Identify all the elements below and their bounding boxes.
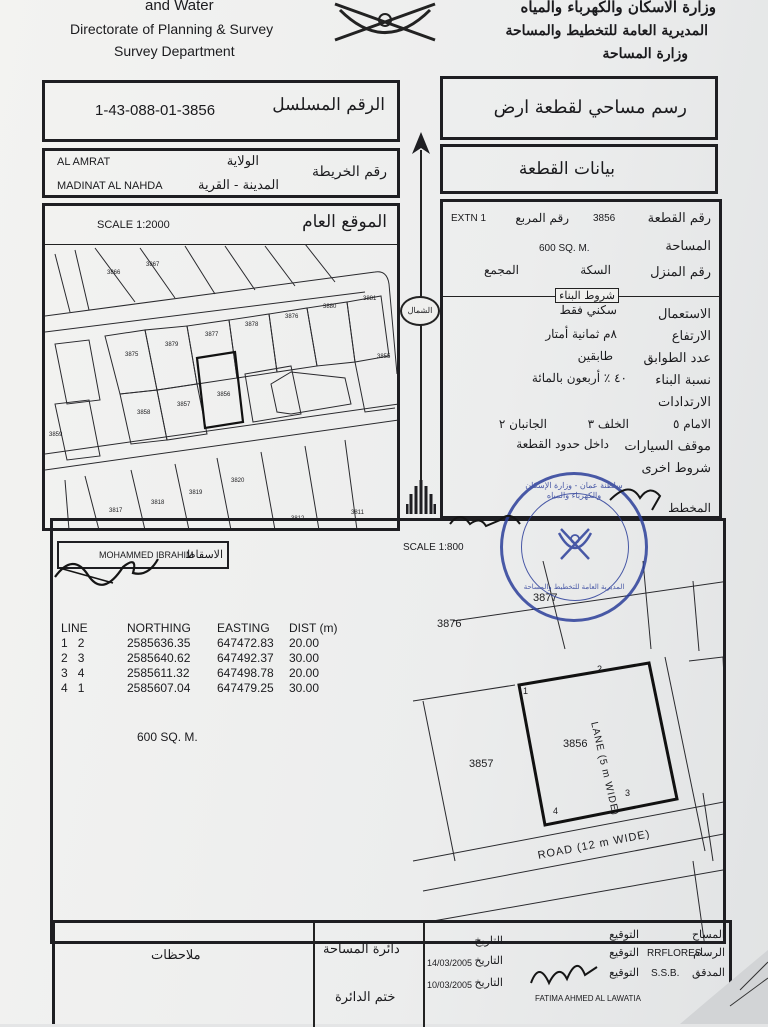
- org-line1: and Water: [145, 0, 214, 14]
- height-value: ٨م ثمانية أمتار: [545, 327, 617, 341]
- signature-projection: [53, 547, 163, 587]
- checker-label: المدقق: [692, 966, 725, 979]
- height-label: الارتفاع: [671, 329, 711, 344]
- general-location-map: [42, 203, 400, 531]
- ov-3855: 3855: [377, 354, 391, 360]
- ov-3879: 3876: [285, 314, 299, 320]
- map-no-label: رقم الخريطة: [311, 164, 387, 180]
- setbacks-label: الارتدادات: [658, 395, 711, 410]
- coords-line: [61, 636, 127, 651]
- coords-row: [61, 636, 343, 651]
- surveyor-label: المساح: [691, 928, 725, 941]
- coords-row: [61, 666, 343, 681]
- other-label: شروط اخرى: [641, 461, 711, 476]
- sikka-label: السكة: [580, 263, 611, 277]
- coords-header-row: [61, 621, 343, 636]
- org-line3: Survey Department: [114, 43, 235, 59]
- ov-3881: 3881: [363, 296, 377, 302]
- to: 4: [77, 666, 85, 680]
- label-3877: 3877: [533, 592, 558, 604]
- corner-2: 2: [597, 664, 603, 674]
- location-box: [42, 148, 400, 198]
- lane-label: LANE (5 m WIDE): [588, 720, 621, 817]
- stamp-text: سلطنة عمان - وزارة الإسكان والكهرباء والمياه: [525, 481, 623, 500]
- draftsman-name: RRFLORES: [647, 948, 702, 959]
- ov-3867: 3867: [146, 262, 160, 268]
- ov-3866: 3866: [107, 270, 121, 276]
- date-label-3: التاريخ: [474, 976, 503, 989]
- northing: 2585607.04: [127, 681, 191, 695]
- draftsman-label: الرسام: [693, 946, 725, 959]
- ov-3858: 3858: [137, 410, 151, 416]
- ov-3817: 3817: [109, 508, 123, 514]
- col-line: LINE: [61, 621, 88, 635]
- easting: 647472.83: [217, 636, 274, 650]
- ov-3818: 3818: [151, 500, 165, 506]
- wilaya-label: الولاية: [226, 154, 259, 169]
- plot-no-label: رقم القطعة: [647, 211, 711, 226]
- map-title: الموقع العام: [302, 212, 387, 232]
- northing: 2585640.62: [127, 651, 191, 665]
- col-northing: NORTHING: [127, 621, 191, 635]
- signature-label-1: التوقيع: [609, 928, 639, 941]
- serial-box: [42, 80, 400, 142]
- ar-line3: وزارة المساحة: [602, 46, 688, 62]
- label-3856: 3856: [563, 738, 588, 750]
- setback-back: الخلف ٣: [587, 417, 629, 431]
- extn: EXTN 1: [451, 213, 487, 224]
- area-value: 600 SQ. M.: [539, 243, 590, 254]
- ov-3880: 3880: [323, 304, 337, 310]
- title-box: [440, 76, 718, 140]
- parking-label: موقف السيارات: [624, 439, 711, 454]
- north-symbol: [400, 296, 440, 326]
- signature-planner: [440, 480, 670, 540]
- checker-name: S.S.B.: [651, 968, 680, 979]
- northing: 2585611.32: [127, 666, 190, 680]
- overview-plot-3856: [197, 352, 243, 428]
- ov-3875: 3875: [125, 352, 139, 358]
- plot-details-box: [440, 199, 722, 519]
- col-dist: DIST (m): [289, 621, 338, 635]
- date-value-2: 10/03/2005: [427, 980, 473, 990]
- complex-label: المجمع: [484, 263, 519, 277]
- north-line: [420, 150, 422, 510]
- ov-3811: 3811: [351, 510, 364, 516]
- org-line2: Directorate of Planning & Survey: [70, 21, 274, 37]
- parking-value: داخل حدود القطعة: [516, 437, 609, 451]
- map-scale: SCALE 1:2000: [97, 219, 170, 231]
- dist: 30.00: [289, 681, 320, 695]
- setback-sides: الجانبان ٢: [498, 417, 547, 431]
- signature-label-2: التوقيع: [609, 946, 639, 959]
- page-corner: [680, 950, 768, 1024]
- easting: 647479.25: [217, 681, 274, 695]
- footer: [52, 920, 732, 1024]
- projection-label: الاسقاط: [185, 548, 223, 561]
- date-value-1: 14/03/2005: [427, 958, 473, 968]
- plot-no: 3856: [593, 213, 616, 224]
- easting: 647498.78: [217, 666, 274, 680]
- date-label-1: التاريخ: [474, 934, 503, 947]
- dist: 20.00: [289, 666, 320, 680]
- floors-value: طابقين: [577, 349, 613, 363]
- coords-row: [61, 651, 343, 666]
- signature-checker: [525, 953, 605, 997]
- corner-1: 1: [523, 686, 529, 696]
- overview-plan: [45, 244, 399, 530]
- date-label-2: التاريخ: [474, 954, 503, 967]
- dist: 20.00: [289, 636, 320, 650]
- coords-line: [61, 681, 127, 696]
- circle-stamp-label: ختم الدائرة: [335, 990, 396, 1005]
- notes-label: ملاحظات: [151, 948, 201, 963]
- signature-label-3: التوقيع: [609, 966, 639, 979]
- north-arrow-icon: [411, 132, 431, 154]
- usage-value: سكني فقط: [559, 303, 617, 317]
- from: 2: [61, 651, 68, 665]
- ratio-label: نسبة البناء: [655, 373, 711, 388]
- setback-front: الامام ٥: [673, 417, 711, 431]
- ar-line2: المديرية العامة للتخطيط والمساحة: [505, 23, 708, 39]
- city-label: المدينة - القرية: [198, 178, 279, 193]
- northing: 2585636.35: [127, 636, 191, 650]
- floors-label: عدد الطوابق: [643, 351, 711, 366]
- col-easting: EASTING: [217, 621, 270, 635]
- emblem-icon: [325, 0, 445, 48]
- coords-table: [61, 621, 343, 696]
- from: 1: [61, 636, 68, 650]
- label-3876: 3876: [437, 618, 462, 630]
- dist: 30.00: [289, 651, 320, 665]
- plot-data-title: بيانات القطعة: [518, 159, 615, 179]
- ov-3819: 3819: [189, 490, 203, 496]
- ov-3856: 3856: [217, 392, 231, 398]
- coords-line: [61, 651, 127, 666]
- label-3857: 3857: [469, 758, 494, 770]
- ov-3820: 3820: [231, 478, 245, 484]
- area-label: المساحة: [665, 239, 711, 254]
- coords-area: 600 SQ. M.: [137, 730, 198, 744]
- road-label: ROAD (12 m WIDE): [536, 828, 652, 862]
- coords-row: [61, 681, 343, 696]
- ov-3857: 3857: [177, 402, 191, 408]
- north-label: الشمال: [407, 306, 433, 315]
- conditions-title: شروط البناء: [555, 288, 619, 303]
- from: 3: [61, 666, 68, 680]
- wilaya-value: AL AMRAT: [57, 156, 111, 168]
- coords-line: [61, 666, 127, 681]
- from: 4: [61, 681, 68, 695]
- to: 1: [77, 681, 85, 695]
- north-base-icon: [406, 478, 436, 516]
- usage-label: الاستعمال: [657, 307, 711, 322]
- ov-3877: 3877: [205, 332, 219, 338]
- footer-divider-2: [423, 923, 425, 1027]
- ov-3876: 3879: [165, 342, 179, 348]
- stamp-center: المديرية العامة للتخطيط والمساحة: [523, 583, 625, 591]
- corner-4: 4: [553, 806, 559, 816]
- serial-label: الرقم المسلسل: [272, 95, 385, 115]
- square-label: رقم المربع: [515, 211, 569, 225]
- house-no-label: رقم المنزل: [650, 265, 711, 280]
- corner-3: 3: [625, 788, 631, 798]
- to: 2: [77, 636, 85, 650]
- site-scale: SCALE 1:800: [403, 542, 464, 553]
- checker-full-name: FATIMA AHMED AL LAWATIA: [535, 994, 641, 1003]
- ov-3878: 3878: [245, 322, 259, 328]
- ov-3812: 3812: [291, 516, 305, 522]
- to: 3: [77, 651, 85, 665]
- ar-line1: وزارة الاسكان والكهرباء والمياه: [520, 0, 716, 16]
- ov-3859: 3859: [49, 432, 63, 438]
- ratio-value: ٤٠ ٪ أربعون بالمائة: [531, 371, 627, 385]
- plot-data-box: [440, 144, 718, 194]
- doc-title: رسم مساحي لقطعة ارض: [493, 97, 687, 118]
- footer-divider-1: [313, 923, 315, 1027]
- planner-label: المخطط: [668, 501, 711, 515]
- easting: 647492.37: [217, 651, 274, 665]
- city-value: MADINAT AL NAHDA: [57, 180, 163, 192]
- serial-value: 1-43-088-01-3856: [95, 102, 216, 119]
- survey-circle-label: دائرة المساحة: [323, 942, 400, 957]
- projection-name: MOHAMMED IBRAHIM: [99, 550, 194, 560]
